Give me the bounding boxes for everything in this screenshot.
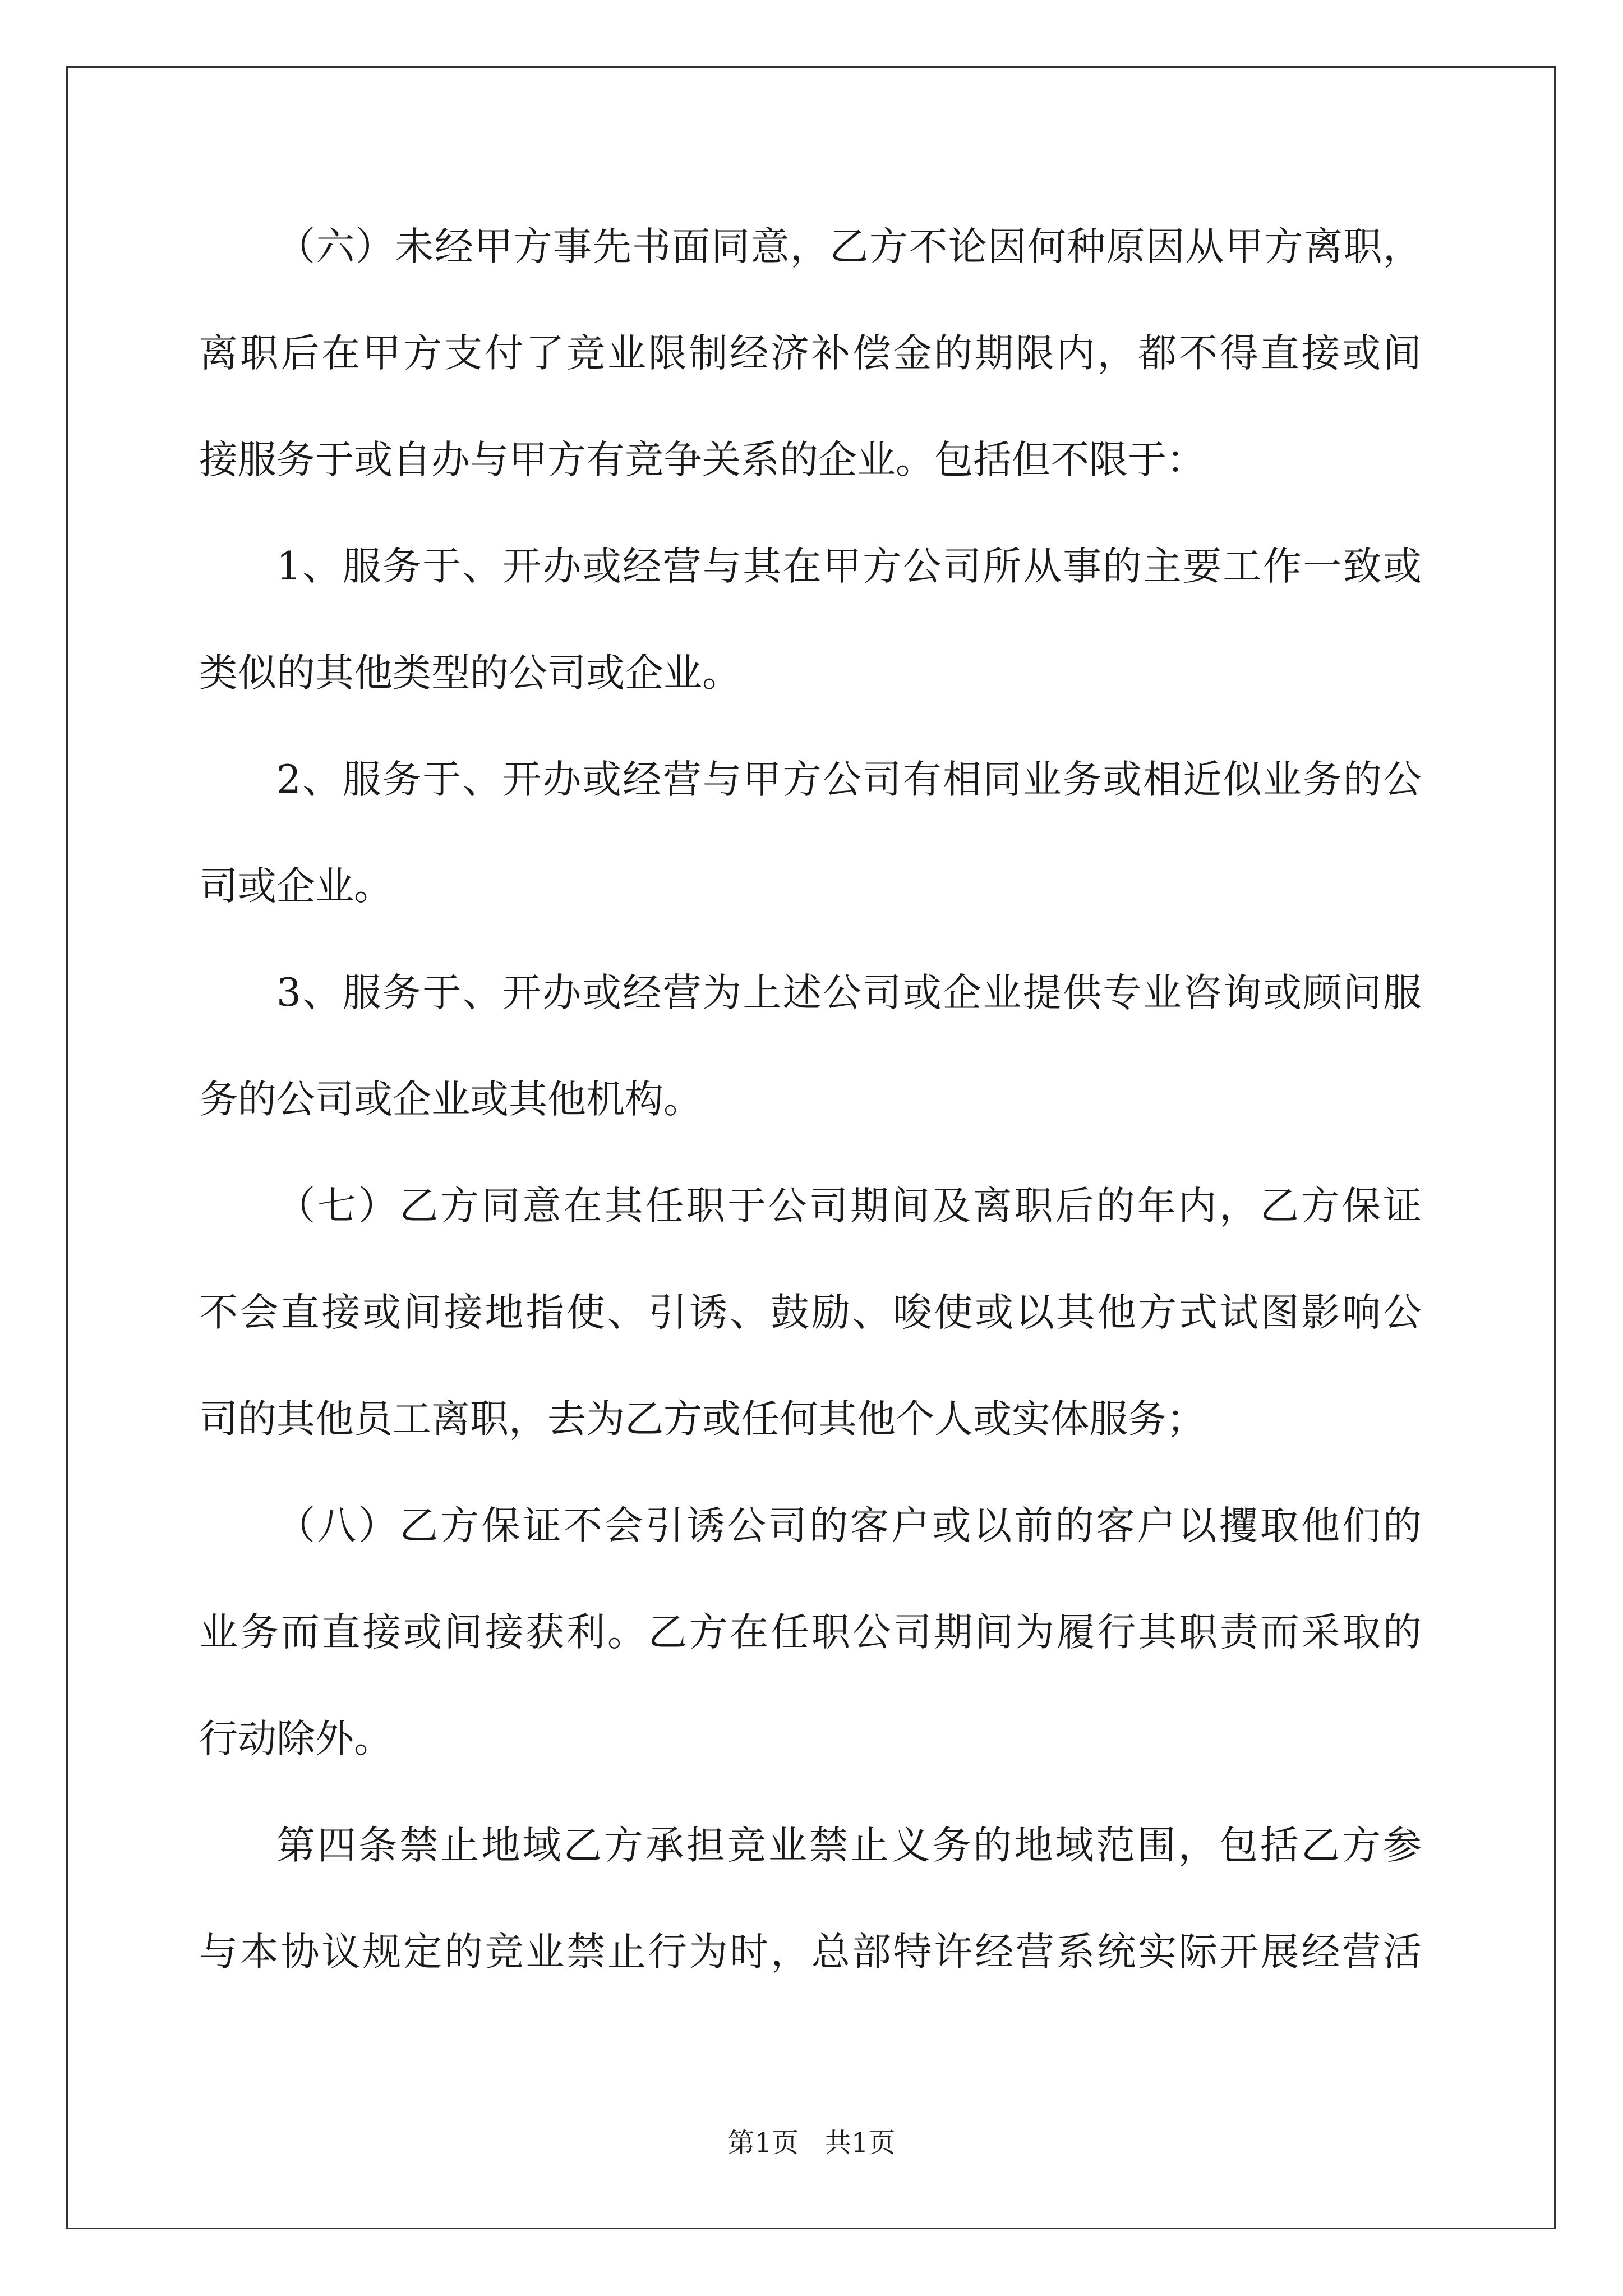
text-line: 2、服务于、开办或经营与甲方公司有相同业务或相近似业务的公 <box>276 757 1422 802</box>
text-line: 1、服务于、开办或经营与其在甲方公司所从事的主要工作一致或 <box>276 544 1422 589</box>
text-line: 类似的其他类型的公司或企业。 <box>199 651 741 696</box>
text-line: 司或企业。 <box>199 864 393 909</box>
text-line: 与本协议规定的竞业禁止行为时，总部特许经营系统实际开展经营活 <box>199 1930 1422 1975</box>
text-line: 不会直接或间接地指使、引诱、鼓励、唆使或以其他方式试图影响公 <box>199 1290 1422 1335</box>
text-line: 司的其他员工离职，去为乙方或任何其他个人或实体服务； <box>199 1397 1205 1442</box>
text-line: 第四条禁止地域乙方承担竞业禁止义务的地域范围，包括乙方参 <box>276 1823 1422 1868</box>
text-line: 接服务于或自办与甲方有竞争关系的企业。包括但不限于： <box>199 438 1205 482</box>
text-line: （六）未经甲方事先书面同意，乙方不论因何种原因从甲方离职， <box>276 224 1422 269</box>
text-line: 业务而直接或间接获利。乙方在任职公司期间为履行其职责而采取的 <box>199 1610 1422 1655</box>
text-line: 离职后在甲方支付了竞业限制经济补偿金的期限内，都不得直接或间 <box>199 331 1422 376</box>
text-line: 3、服务于、开办或经营为上述公司或企业提供专业咨询或顾问服 <box>276 970 1422 1015</box>
text-line: 行动除外。 <box>199 1717 393 1761</box>
text-line: 务的公司或企业或其他机构。 <box>199 1077 702 1122</box>
page-number-footer: 第1页 共1页 <box>727 2127 896 2159</box>
text-line: （八）乙方保证不会引诱公司的客户或以前的客户以攫取他们的 <box>276 1503 1422 1548</box>
text-line: （七）乙方同意在其任职于公司期间及离职后的年内，乙方保证 <box>276 1184 1422 1228</box>
document-body <box>199 194 1422 2005</box>
